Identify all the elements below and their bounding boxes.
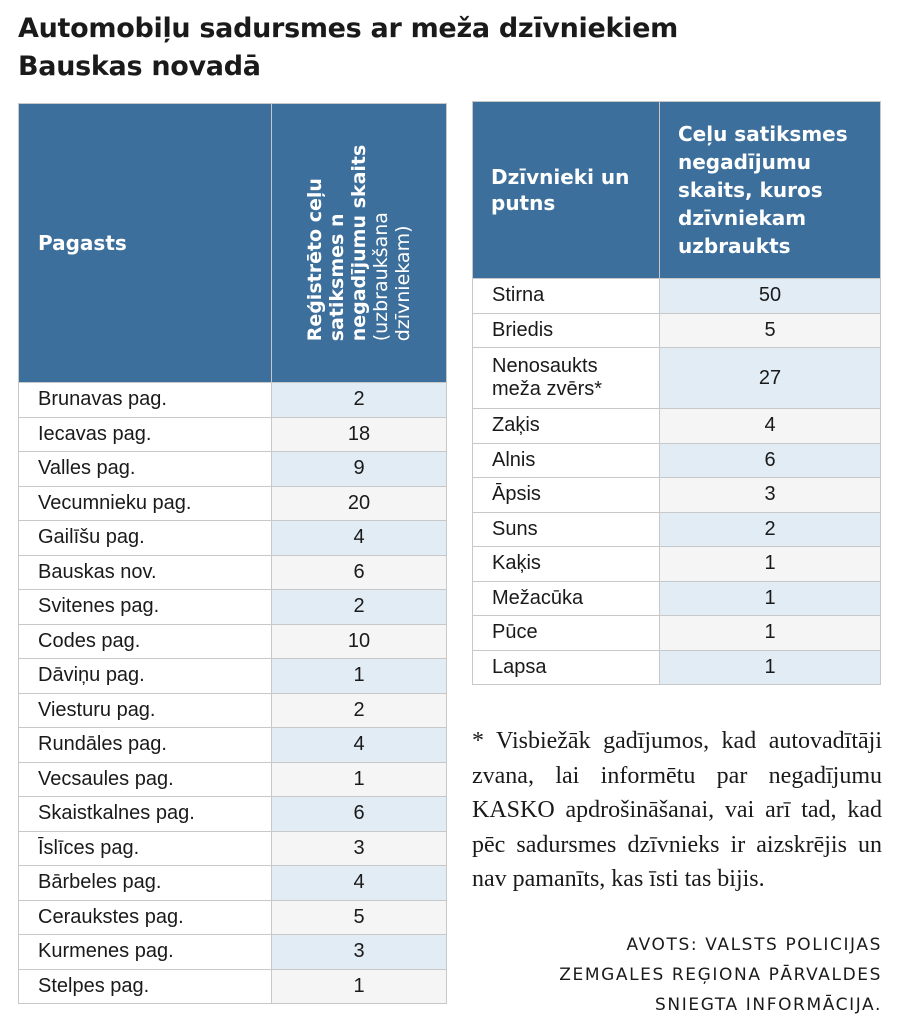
table-row [19, 486, 447, 521]
table-row [473, 512, 881, 547]
accident-count: 6 [272, 797, 447, 832]
parish-name: Bauskas nov. [19, 555, 272, 590]
table-row [19, 452, 447, 487]
accident-count: 3 [272, 935, 447, 970]
accident-count: 4 [272, 521, 447, 556]
parish-name: Bārbeles pag. [19, 866, 272, 901]
animal-name-line: Nenosaukts [492, 355, 598, 377]
accident-count: 4 [272, 866, 447, 901]
table-row [19, 762, 447, 797]
animal-name: Alnis [473, 443, 660, 478]
table-row [19, 831, 447, 866]
accident-count: 3 [272, 831, 447, 866]
parish-column-header: Pagasts [19, 104, 272, 383]
footnote: * Visbiežāk gadījumos, kad autovadītāji zvana, lai informētu par negadījumu KASKO apdrošināšanai, vai arī tad, kad pēc sadursmes dzīvnieks ir aizskrējis un nav pamanīts, kas īsti tas bijis. [472, 728, 882, 892]
animal-name: Pūce [473, 616, 660, 651]
animal-count-column-header [660, 102, 881, 279]
parish-name: Viesturu pag. [19, 693, 272, 728]
parish-name: Vecumnieku pag. [19, 486, 272, 521]
header-line: Ceļu satiksmes [678, 122, 848, 146]
accident-count: 1 [272, 659, 447, 694]
accident-count: 10 [272, 624, 447, 659]
parish-table [18, 103, 447, 1004]
parish-name: Skaistkalnes pag. [19, 797, 272, 832]
header-line: satiksmes n [326, 213, 348, 342]
accident-count: 6 [272, 555, 447, 590]
accident-count: 4 [272, 728, 447, 763]
animal-count: 5 [660, 313, 881, 348]
animal-count: 1 [660, 581, 881, 616]
animal-name: Mežacūka [473, 581, 660, 616]
animal-name: Āpsis [473, 478, 660, 513]
parish-name: Stelpes pag. [19, 969, 272, 1004]
animal-name: Briedis [473, 313, 660, 348]
table-row [19, 590, 447, 625]
accident-count: 20 [272, 486, 447, 521]
source-line: SNIEGTA INFORMĀCIJA. [655, 995, 882, 1015]
table-row [473, 348, 881, 409]
source-line: AVOTS: VALSTS POLICIJAS [626, 935, 882, 955]
accident-count-column-header [272, 104, 447, 383]
animal-count: 50 [660, 279, 881, 314]
table-row [19, 521, 447, 556]
table-row [473, 279, 881, 314]
header-line: uzbraukts [678, 234, 791, 258]
parish-name: Gailīšu pag. [19, 521, 272, 556]
source-credit [472, 930, 882, 1020]
parish-name: Dāviņu pag. [19, 659, 272, 694]
header-line: negadījumu [678, 150, 811, 174]
table-row [473, 443, 881, 478]
title-line-2: Bauskas novadā [18, 51, 261, 82]
accident-count: 2 [272, 383, 447, 418]
animal-table-header [473, 102, 881, 279]
table-row [19, 728, 447, 763]
animal-table [472, 101, 881, 685]
header-line: skaits, kuros [678, 178, 823, 202]
animal-count: 2 [660, 512, 881, 547]
animal-count: 4 [660, 409, 881, 444]
parish-name: Valles pag. [19, 452, 272, 487]
animal-name [473, 348, 660, 409]
table-row [19, 555, 447, 590]
header-line: dzīvniekam [678, 206, 807, 230]
table-row [473, 409, 881, 444]
header-line: negadījumu skaits [348, 144, 370, 342]
animal-count: 1 [660, 616, 881, 651]
parish-name: Īslīces pag. [19, 831, 272, 866]
animal-name-line: meža zvērs* [492, 378, 603, 400]
animal-name: Suns [473, 512, 660, 547]
page-title [18, 10, 878, 86]
table-row [473, 547, 881, 582]
table-row [19, 866, 447, 901]
table-row [473, 650, 881, 685]
parish-table-header [19, 104, 447, 383]
table-row [19, 659, 447, 694]
table-row [473, 478, 881, 513]
header-line: (uzbraukšana [370, 212, 392, 342]
table-row [19, 900, 447, 935]
parish-name: Ceraukstes pag. [19, 900, 272, 935]
animal-count: 1 [660, 547, 881, 582]
parish-name: Vecsaules pag. [19, 762, 272, 797]
animal-count: 1 [660, 650, 881, 685]
animal-name: Stirna [473, 279, 660, 314]
header-line: putns [491, 191, 556, 215]
table-row [19, 969, 447, 1004]
parish-name: Svitenes pag. [19, 590, 272, 625]
table-row [19, 935, 447, 970]
table-row [19, 624, 447, 659]
source-line: ZEMGALES REĢIONA PĀRVALDES [559, 965, 882, 985]
accident-count: 2 [272, 590, 447, 625]
table-row [19, 797, 447, 832]
accident-count: 1 [272, 969, 447, 1004]
animal-column-header [473, 102, 660, 279]
accident-count: 9 [272, 452, 447, 487]
animal-count: 27 [660, 348, 881, 409]
table-row [473, 581, 881, 616]
header-line: Reģistrēto ceļu [304, 178, 326, 342]
table-row [473, 313, 881, 348]
table-row [19, 693, 447, 728]
title-line-1: Automobiļu sadursmes ar meža dzīvniekiem [18, 13, 678, 44]
accident-count: 5 [272, 900, 447, 935]
header-line: dzīvniekam) [392, 225, 414, 342]
animal-count: 3 [660, 478, 881, 513]
animal-name: Lapsa [473, 650, 660, 685]
animal-count: 6 [660, 443, 881, 478]
parish-name: Rundāles pag. [19, 728, 272, 763]
table-row [473, 616, 881, 651]
table-row [19, 417, 447, 452]
header-line: Dzīvnieki un [491, 165, 630, 189]
animal-name: Kaķis [473, 547, 660, 582]
animal-name: Zaķis [473, 409, 660, 444]
table-row [19, 383, 447, 418]
parish-name: Codes pag. [19, 624, 272, 659]
parish-name: Kurmenes pag. [19, 935, 272, 970]
parish-name: Iecavas pag. [19, 417, 272, 452]
accident-count: 18 [272, 417, 447, 452]
accident-count: 2 [272, 693, 447, 728]
accident-count: 1 [272, 762, 447, 797]
parish-name: Brunavas pag. [19, 383, 272, 418]
